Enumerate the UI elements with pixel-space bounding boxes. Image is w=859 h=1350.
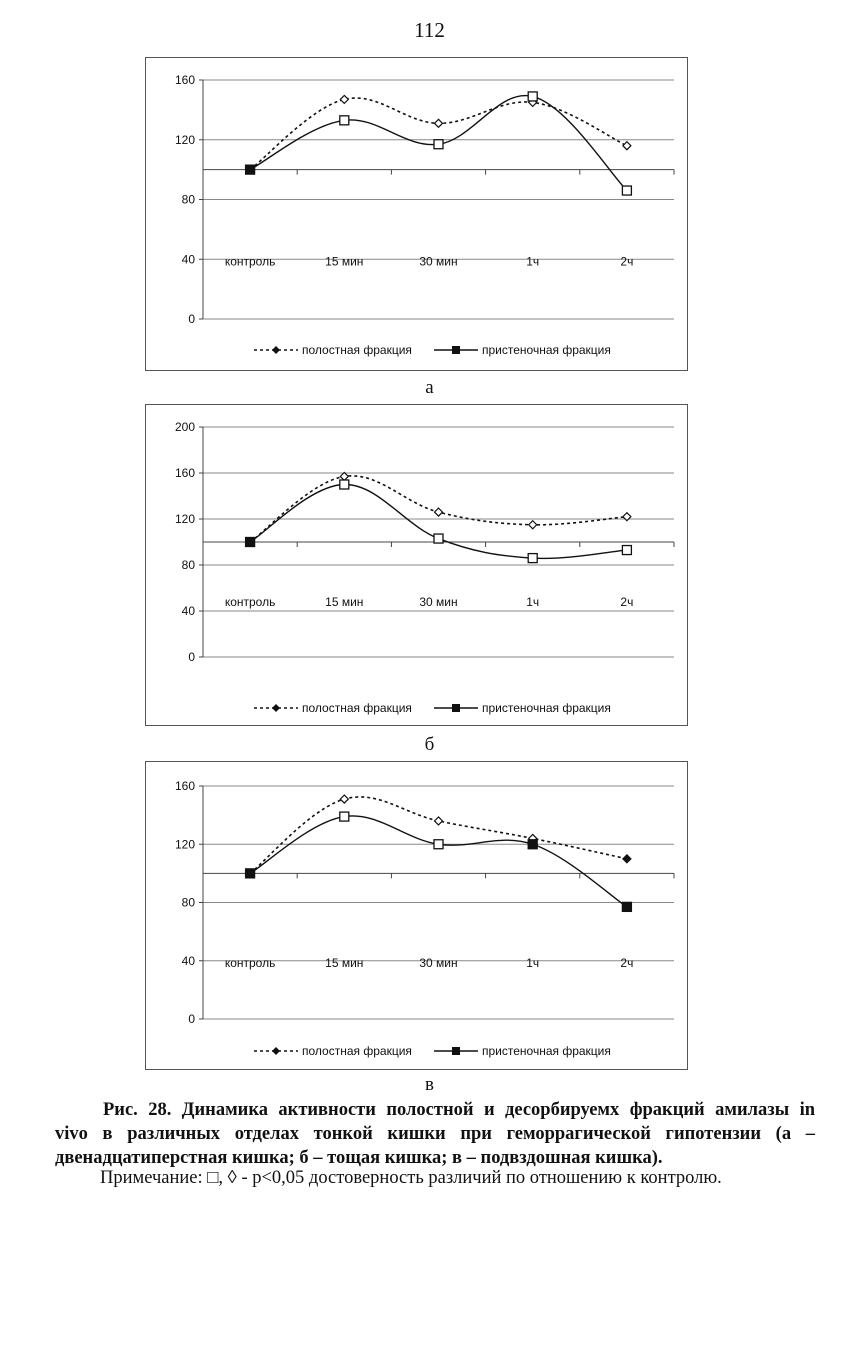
data-point-parietal	[528, 92, 537, 101]
data-point-cavity	[435, 817, 443, 825]
legend-marker-cavity	[272, 1047, 280, 1055]
y-tick-label: 0	[188, 312, 195, 326]
legend-label-parietal: пристеночная фракция	[482, 701, 611, 715]
caption-line-3: двенадцатиперстная кишка; б – тощая кишка; в – подвздошная кишка).	[55, 1148, 663, 1168]
panel-label-a: а	[425, 377, 434, 398]
x-tick-label: 30 мин	[419, 594, 458, 609]
y-tick-label: 200	[174, 420, 195, 434]
chart-a-svg	[146, 58, 687, 370]
y-tick-label: 0	[188, 1012, 195, 1026]
page-number: 112	[414, 18, 445, 42]
figure-caption	[55, 1098, 815, 1170]
data-point-parietal	[528, 554, 537, 563]
data-point-parietal	[246, 869, 255, 878]
y-tick-label: 40	[181, 604, 195, 618]
y-tick-label: 160	[174, 779, 195, 793]
figure-note: Примечание: □, ◊ - p<0,05 достоверность различий по отношению к контролю.	[100, 1168, 722, 1188]
caption-line-2: vivo в различных отделах тонкой кишки при геморрагической гипотензии (а –	[55, 1124, 815, 1144]
caption-line-1: Рис. 28. Динамика активности полостной и десорбируемх фракций амилазы in	[103, 1100, 815, 1120]
data-point-parietal	[622, 902, 631, 911]
legend-label-parietal: пристеночная фракция	[482, 1044, 611, 1058]
data-point-cavity	[623, 142, 631, 150]
chart-c-svg	[146, 762, 687, 1069]
y-tick-label: 80	[181, 558, 195, 572]
data-point-cavity	[435, 119, 443, 127]
y-tick-label: 160	[174, 73, 195, 87]
x-tick-label: 15 мин	[325, 956, 364, 971]
data-point-cavity	[529, 521, 537, 529]
x-tick-label: 30 мин	[419, 254, 458, 269]
legend-marker-parietal	[452, 704, 460, 712]
series-line-parietal	[250, 816, 627, 907]
y-tick-label: 120	[174, 837, 195, 852]
series-line-cavity	[250, 797, 627, 873]
chart-panel-a	[145, 57, 688, 371]
data-point-parietal	[340, 480, 349, 489]
y-tick-label: 80	[181, 192, 195, 207]
legend-marker-parietal	[452, 346, 460, 354]
x-tick-label: 2ч	[620, 254, 634, 269]
data-point-parietal	[528, 840, 537, 849]
data-point-cavity	[435, 508, 443, 516]
data-point-parietal	[246, 538, 255, 547]
legend-marker-cavity	[272, 704, 280, 712]
data-point-parietal	[340, 116, 349, 125]
y-tick-label: 40	[181, 953, 195, 968]
legend-marker-parietal	[452, 1047, 460, 1055]
data-point-parietal	[622, 186, 631, 195]
legend-label-cavity: полостная фракция	[302, 1044, 412, 1058]
x-tick-label: контроль	[224, 956, 276, 971]
series-line-parietal	[250, 484, 627, 558]
legend-label-parietal: пристеночная фракция	[482, 343, 611, 357]
x-tick-label: 2ч	[620, 956, 634, 971]
x-tick-label: контроль	[224, 254, 276, 269]
data-point-parietal	[434, 840, 443, 849]
x-tick-label: 15 мин	[325, 254, 364, 269]
y-tick-label: 0	[188, 650, 195, 664]
y-tick-label: 80	[181, 895, 195, 910]
panel-label-b: б	[424, 734, 435, 755]
x-tick-label: 2ч	[620, 594, 634, 609]
y-tick-label: 160	[174, 466, 195, 480]
data-point-parietal	[622, 546, 631, 555]
legend-label-cavity: полостная фракция	[302, 343, 412, 357]
chart-panel-b	[145, 404, 688, 726]
y-tick-label: 120	[174, 132, 195, 147]
data-point-cavity	[340, 795, 348, 803]
x-tick-label: 30 мин	[419, 956, 458, 971]
x-tick-label: 1ч	[526, 254, 540, 269]
x-tick-label: 1ч	[526, 956, 540, 971]
data-point-parietal	[246, 165, 255, 174]
chart-b-svg	[146, 405, 687, 725]
data-point-cavity	[340, 472, 348, 480]
data-point-cavity	[340, 95, 348, 103]
x-tick-label: 1ч	[526, 594, 540, 609]
data-point-parietal	[434, 140, 443, 149]
y-tick-label: 120	[174, 512, 195, 526]
data-point-parietal	[340, 812, 349, 821]
data-point-parietal	[434, 534, 443, 543]
x-tick-label: 15 мин	[325, 594, 364, 609]
chart-panel-c	[145, 761, 688, 1070]
panel-label-c: в	[425, 1074, 434, 1095]
y-tick-label: 40	[181, 252, 195, 267]
legend-marker-cavity	[272, 346, 280, 354]
legend-label-cavity: полостная фракция	[302, 701, 412, 715]
data-point-cavity	[623, 855, 631, 863]
x-tick-label: контроль	[224, 594, 276, 609]
